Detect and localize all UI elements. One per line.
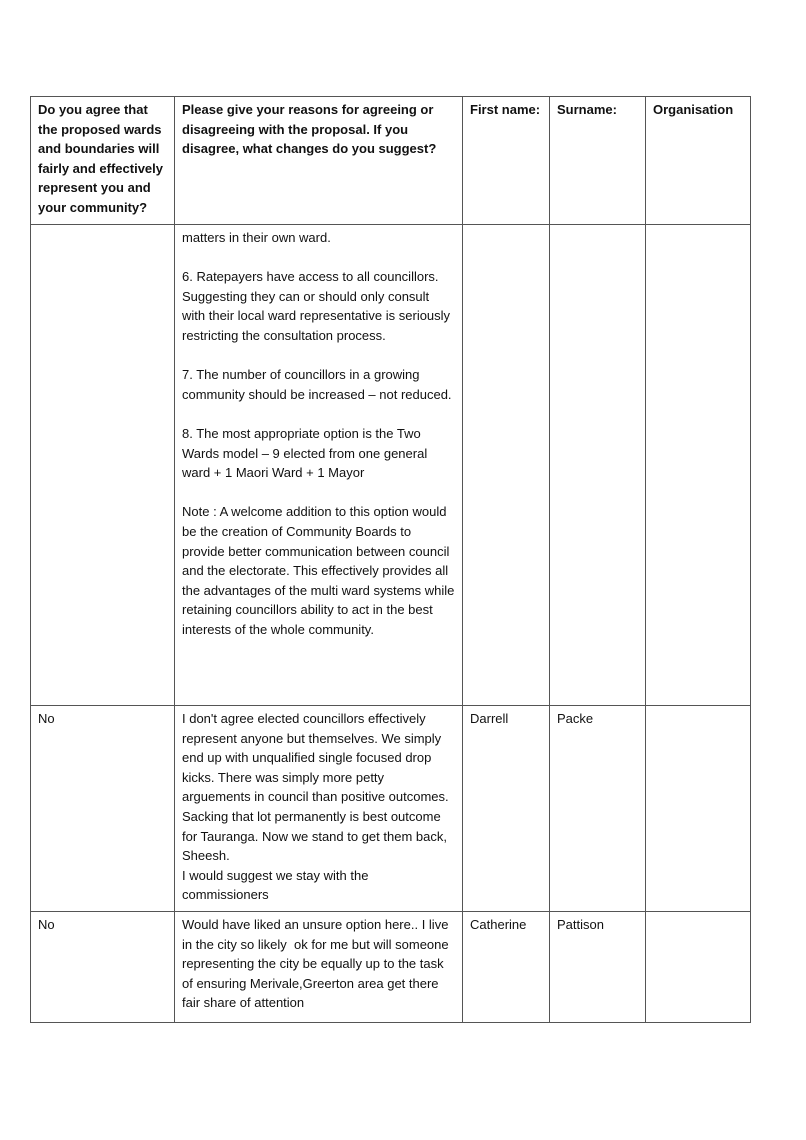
table-row: [31, 706, 751, 912]
cell-reasons: [175, 706, 463, 912]
header-surname: Surname:: [550, 97, 646, 225]
reason-paragraph: 7. The number of councillors in a growing community should be increased – not reduced.: [182, 367, 452, 402]
header-organisation: Organisation: [646, 97, 751, 225]
submissions-table: [30, 96, 751, 1023]
header-reasons: Please give your reasons for agreeing or disagreeing with the proposal. If you disagree, what changes do you suggest?: [175, 97, 463, 225]
cell-organisation: [646, 225, 751, 706]
reason-paragraph: 6. Ratepayers have access to all councillors. Suggesting they can or should only consult with their local ward representative is seriously restricting the consultation process.: [182, 269, 454, 343]
header-first-name: First name:: [463, 97, 550, 225]
cell-reasons: [175, 225, 463, 706]
cell-agree: [31, 225, 175, 706]
cell-surname: Pattison: [550, 912, 646, 1023]
table-row: [31, 912, 751, 1023]
header-row: [31, 97, 751, 225]
reason-paragraph: I don't agree elected councillors effectively represent anyone but themselves. We simply end up with unqualified single focused drop kicks. There was simply more petty arguements in council than positive outcomes. Sacking that lot permanently is best outcome for Tauranga. Now we stand to get them back, Sheesh.: [182, 711, 453, 864]
reason-paragraph: matters in their own ward.: [182, 230, 331, 245]
cell-reasons: [175, 912, 463, 1023]
cell-agree: No: [31, 912, 175, 1023]
table-row: [31, 225, 751, 706]
cell-surname: [550, 225, 646, 706]
reason-paragraph: I would suggest we stay with the commissioners: [182, 867, 373, 903]
cell-first-name: Catherine: [463, 912, 550, 1023]
reason-paragraph: Note : A welcome addition to this option would be the creation of Community Boards to provide better communication between council and the electorate. This effectively provides all the advantages of the multi ward systems while retaining councillors ability to act in the best interests of the whole community.: [182, 504, 459, 637]
cell-first-name: Darrell: [463, 706, 550, 912]
reason-paragraph: Would have liked an unsure option here.. I live in the city so likely ok for me but will someone representing the city be equally up to the task of ensuring Merivale,Greerton area get there fair share of attention: [182, 917, 453, 1011]
cell-organisation: [646, 706, 751, 912]
reason-paragraph: 8. The most appropriate option is the Two Wards model – 9 elected from one general ward + 1 Maori Ward + 1 Mayor: [182, 425, 431, 481]
cell-agree: No: [31, 706, 175, 912]
cell-surname: Packe: [550, 706, 646, 912]
cell-first-name: [463, 225, 550, 706]
cell-organisation: [646, 912, 751, 1023]
header-agree: Do you agree that the proposed wards and boundaries will fairly and effectively represent you and your community?: [31, 97, 175, 225]
